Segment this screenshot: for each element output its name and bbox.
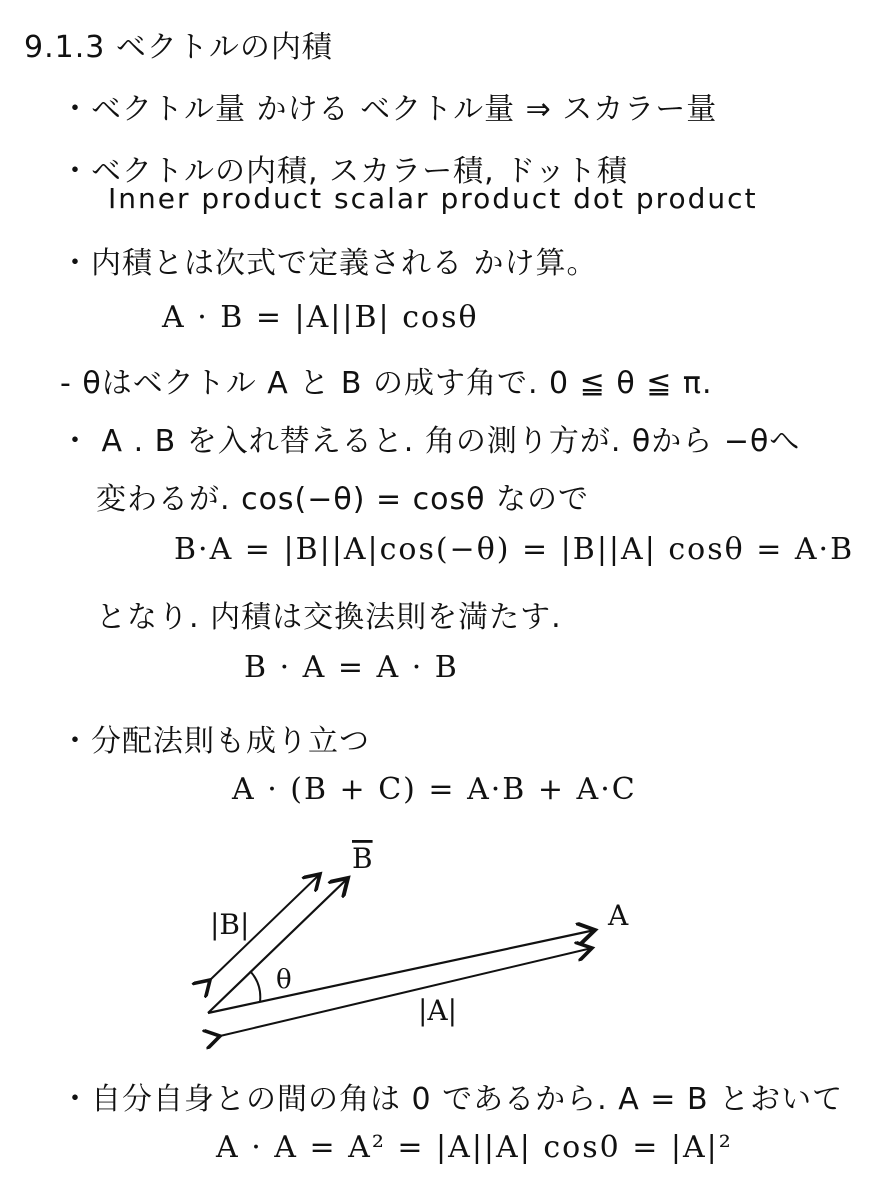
angle-arc	[250, 971, 260, 1002]
bullet-swap-cont: 変わるが. cos(−θ) = cosθ なので	[96, 482, 590, 517]
equation-commutative: B · A = A · B	[244, 650, 459, 685]
bullet-inner-product-names: ・ベクトルの内積, スカラー積, ドット積	[60, 154, 628, 189]
bullet-commutative-law: となり. 内積は交換法則を満たす.	[96, 600, 562, 635]
vector-diagram	[180, 830, 680, 1060]
bullet-distributive-law: ・分配法則も成り立つ	[60, 724, 370, 759]
bullet-definition: ・内積とは次式で定義される かけ算。	[60, 246, 598, 281]
vector-a-arrow	[208, 930, 595, 1013]
bullet-swap-order: ・ A . B を入れ替えると. 角の測り方が. θから −θへ	[60, 424, 801, 459]
label-theta: θ	[276, 965, 292, 995]
label-abs-a: |A|	[418, 994, 458, 1027]
equation-commutative-derivation: B·A = |B||A|cos(−θ) = |B||A| cosθ = A·B	[174, 532, 855, 567]
bullet-self-product: ・自分自身との間の角は 0 であるから. A = B とおいて	[60, 1082, 844, 1117]
bullet-angle-range: - θはベクトル A と B の成す角で. 0 ≦ θ ≦ π.	[60, 366, 713, 401]
label-a: A	[608, 899, 629, 932]
equation-self-product: A · A = A² = |A||A| cos0 = |A|²	[216, 1130, 733, 1165]
bullet-vector-times-vector: ・ベクトル量 かける ベクトル量 ⇒ スカラー量	[60, 92, 718, 127]
label-abs-b: |B|	[210, 908, 250, 941]
equation-definition: A · B = |A||B| cosθ	[162, 300, 479, 335]
section-title: 9.1.3 ベクトルの内積	[24, 30, 333, 65]
equation-distributive: A · (B + C) = A·B + A·C	[232, 772, 637, 807]
bullet-inner-product-english: Inner product scalar product dot product	[108, 182, 758, 215]
label-b: B	[352, 842, 373, 875]
